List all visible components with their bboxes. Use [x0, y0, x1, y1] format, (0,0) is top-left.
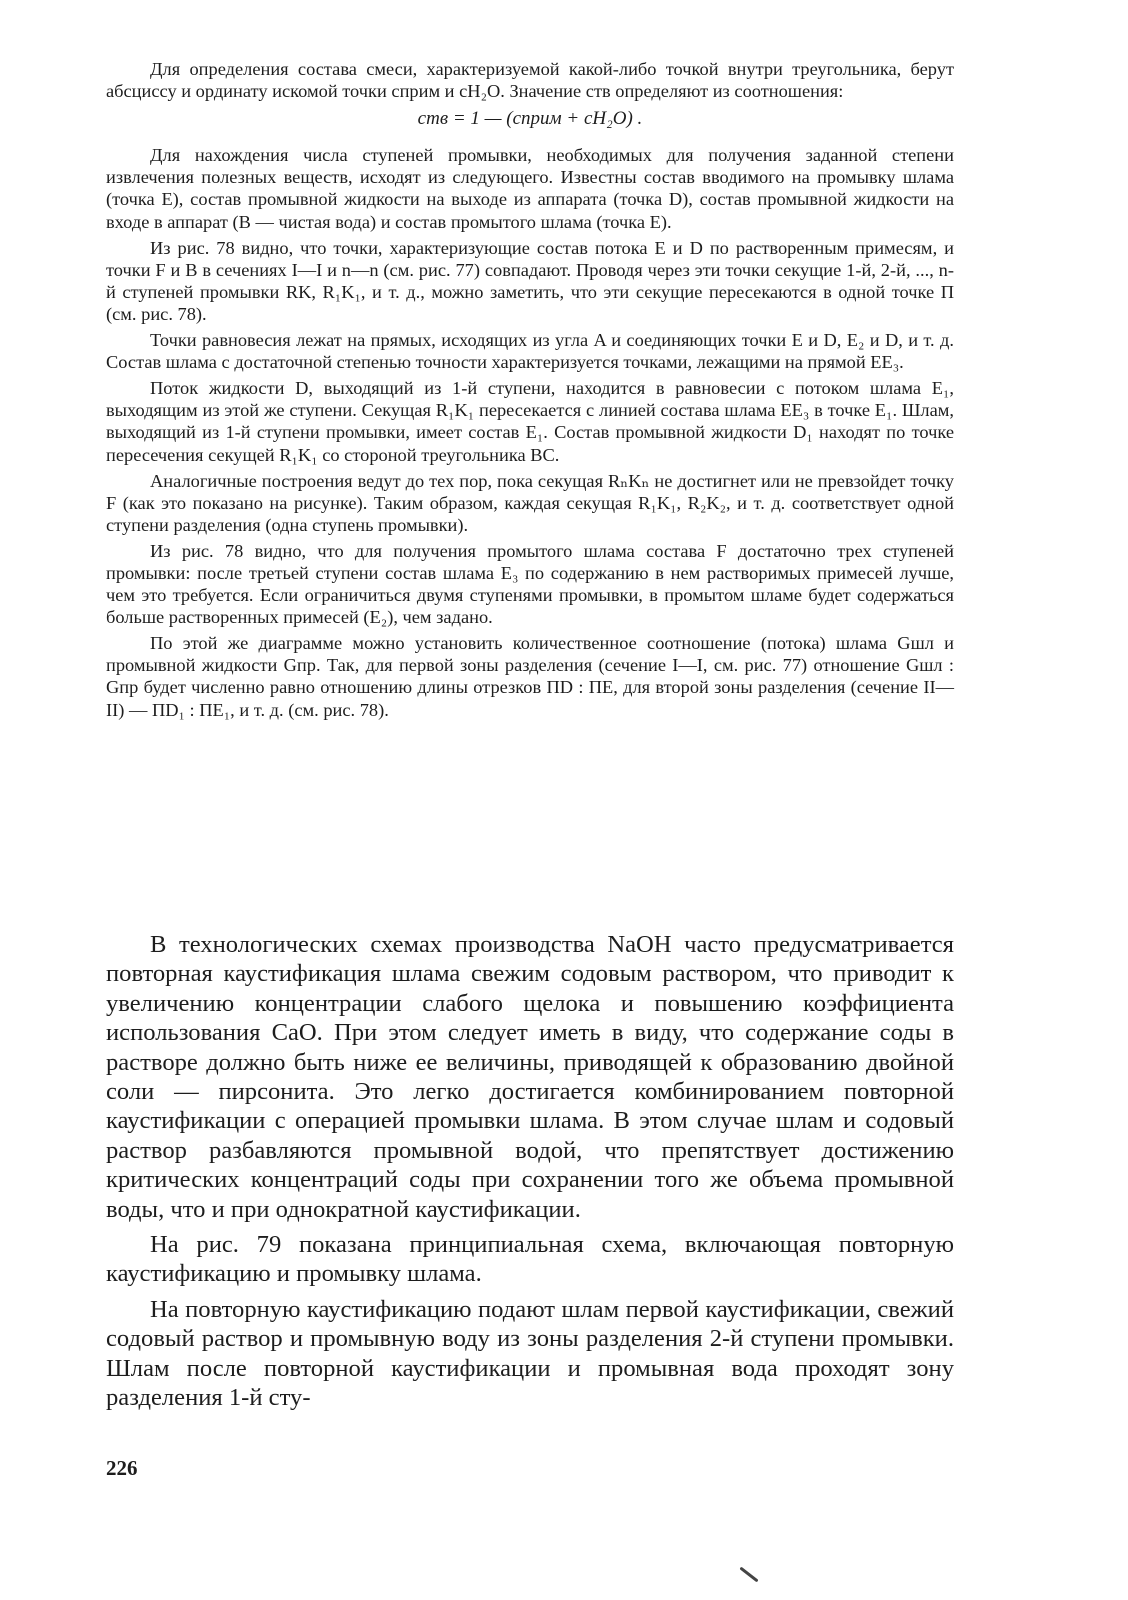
- paragraph-fig78-points: Из рис. 78 видно, что точки, характеризующие состав потока E и D по растворенным примесям, и точки F и B в сечениях I—I и n—n (см. рис. 77) совпадают. Проводя через эти точки секущие 1-й, 2-й, ..., n-й ступеней промывки RK, R₁K₁, и т. д., можно заметить, что эти секущие пересекаются в одной точке П (см. рис. 78).: [106, 237, 954, 324]
- paragraph-quantitative-ratio: По этой же диаграмме можно установить количественное соотношение (потока) шлама Gшл и промывной жидкости Gпр. Так, для первой зоны разделения (сечение I—I, см. рис. 77) отношение Gшл : Gпр будет численно равно отношению длины отрезков ПD : ПE, для второй зоны разделения (сечение II—II) — ПD₁ : ПE₁, и т. д. (см. рис. 78).: [106, 633, 954, 720]
- small-print-section: [106, 58, 954, 725]
- paragraph-equilibrium-points: Точки равновесия лежат на прямых, исходящих из угла A и соединяющих точки E и D, E₂ и D, и т. д. Состав шлама с достаточной степенью точности характеризуется точками, лежащими на прямой EE₃.: [106, 330, 954, 373]
- paragraph-repeated-causticization: В технологических схемах производства NaOH часто предусматривается повторная каустификация шлама свежим содовым раствором, что приводит к увеличению концентрации слабого щелока и повышению коэффициента использования CaO. При этом следует иметь в виду, что содержание соды в растворе должно быть ниже ее величины, приводящей к образованию двойной соли — пирсонита. Это легко достигается комбинированием повторной каустификации с операцией промывки шлама. В этом случае шлам и содовый раствор разбавляются промывной водой, что препятствует достижению критических концентраций соды при сохранении того же объема промывной воды, что и при однократной каустификации.: [106, 931, 954, 1223]
- paragraph-three-stages: Из рис. 78 видно, что для получения промытого шлама состава F достаточно трех ступеней промывки: после третьей ступени состав шлама E₃ по содержанию в нем растворимых примесей лучше, чем это требуется. Если ограничиться двумя ступенями промывки, в промытом шламе будет содержаться больше растворенных примесей (E₂), чем задано.: [106, 540, 954, 628]
- scan-mark: [739, 1567, 758, 1583]
- paragraph-liquid-flow-d: Поток жидкости D, выходящий из 1-й ступени, находится в равновесии с потоком шлама E₁, выходящим из этой же ступени. Секущая R₁K₁ пересекается с линией состава шлама EE₃ в точке E₁. Шлам, выходящий из 1-й ступени промывки, имеет состав E₁. Состав промывной жидкости D₁ находят по точке пересечения секущей R₁K₁ со стороной треугольника BC.: [106, 378, 954, 465]
- paragraph-analogous-constructions: Аналогичные построения ведут до тех пор, пока секущая RₙKₙ не достигнет или не превзойдет точку F (как это показано на рисунке). Таким образом, каждая секущая R₁K₁, R₂K₂, и т. д. соответствует одной ступени разделения (одна ступень промывки).: [106, 470, 954, 535]
- paragraph-composition-definition: Для определения состава смеси, характеризуемой какой-либо точкой внутри треугольника, берут абсциссу и ординату искомой точки cприм и cH₂O. Значение cтв определяют из соотношения:: [106, 59, 954, 102]
- paragraph-number-of-stages: Для нахождения числа ступеней промывки, необходимых для получения заданной степени извлечения полезных веществ, исходят из следующего. Известны состав вводимого на промывку шлама (точка E), состав промывной жидкости на выходе из аппарата (точка D), состав промывной жидкости на входе в аппарат (B — чистая вода) и состав промытого шлама (точка E).: [106, 145, 954, 232]
- page-number: 226: [106, 1456, 138, 1480]
- formula-c-tv: cтв = 1 — (cприм + cH₂O) .: [417, 108, 643, 130]
- paragraph-fig79-scheme: На рис. 79 показана принципиальная схема, включающая повторную каустификацию и промывку шлама.: [106, 1231, 954, 1288]
- paragraph-second-causticization-feed: На повторную каустификацию подают шлам первой каустификации, свежий содовый раствор и промывную воду из зоны разделения 2-й ступени промывки. Шлам после повторной каустификации и промывная вода проходят зону разделения 1-й сту-: [106, 1295, 954, 1412]
- main-text-section: [106, 930, 954, 1419]
